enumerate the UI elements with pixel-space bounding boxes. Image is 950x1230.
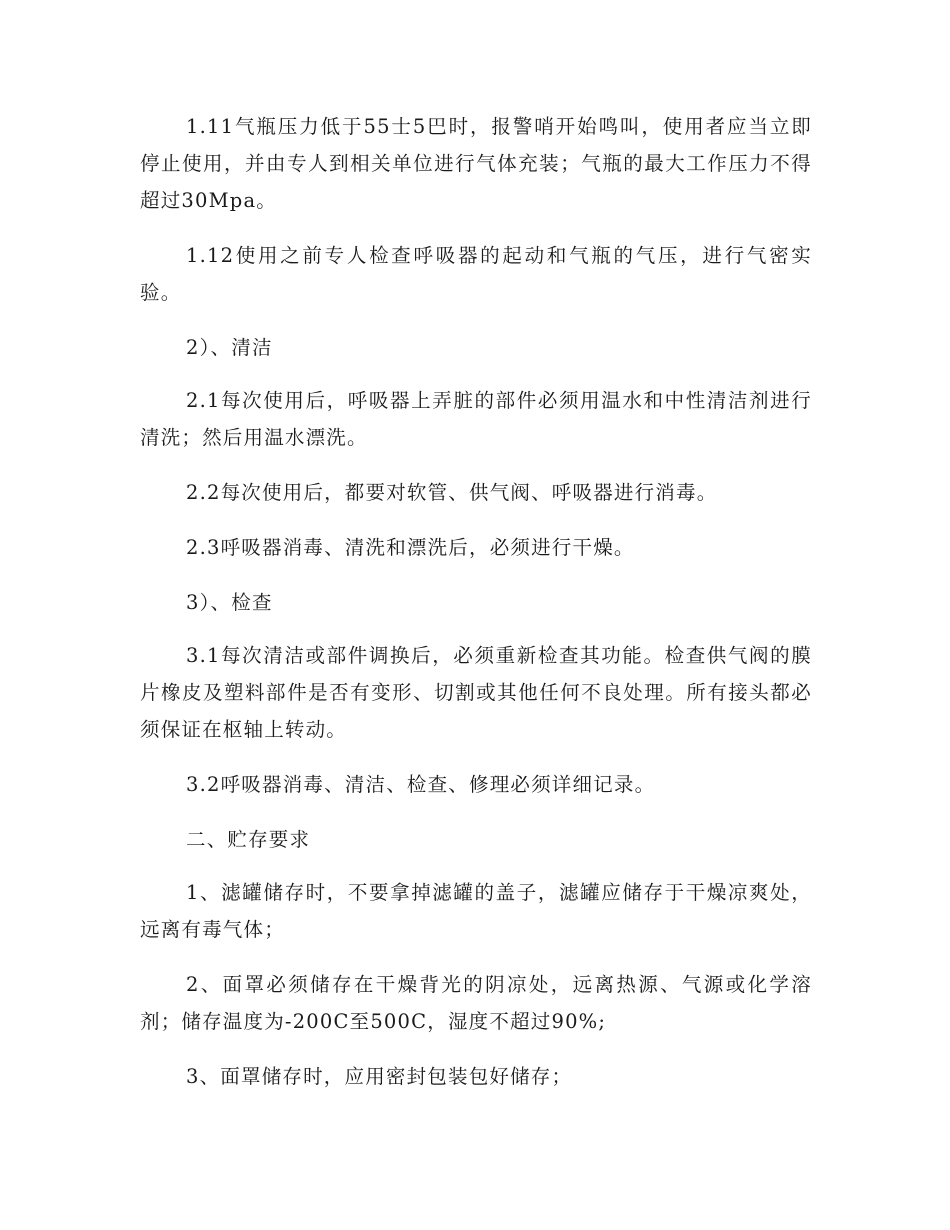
document-page — [140, 108, 812, 1113]
paragraph-2-2-disinfection: 2.2每次使用后，都要对软管、供气阀、呼吸器进行消毒。 — [186, 481, 718, 504]
paragraph-storage-1-canister: 1、滤罐储存时，不要拿掉滤罐的盖子，滤罐应储存于干燥凉爽处，远离有毒气体； — [140, 881, 812, 941]
section-heading-storage-requirements: 二、贮存要求 — [186, 828, 311, 851]
paragraph-3-1-function-check: 3.1每次清洁或部件调换后，必须重新检查其功能。检查供气阀的膜片橡皮及塑料部件是否有变形、切割或其他任何不良处理。所有接头都必须保证在枢轴上转动。 — [140, 644, 812, 741]
paragraph-2-1-washing: 2.1每次使用后，呼吸器上弄脏的部件必须用温水和中性清洁剂进行清洗；然后用温水漂洗。 — [140, 389, 812, 449]
paragraph-1-11-cylinder-pressure: 1.11气瓶压力低于55士5巴时，报警哨开始鸣叫，使用者应当立即停止使用，并由专人到相关单位进行气体充装；气瓶的最大工作压力不得超过30Mpa。 — [140, 115, 812, 212]
section-heading-inspection: 3）、检查 — [186, 591, 273, 614]
paragraph-1-12-pre-use-check: 1.12使用之前专人检查呼吸器的起动和气瓶的气压，进行气密实验。 — [140, 244, 812, 304]
section-heading-cleaning: 2）、清洁 — [186, 336, 273, 359]
paragraph-storage-2-mask: 2、面罩必须储存在干燥背光的阴凉处，远离热源、气源或化学溶剂；储存温度为-200C至500C，湿度不超过90%; — [140, 973, 812, 1033]
paragraph-3-2-records: 3.2呼吸器消毒、清洁、检查、修理必须详细记录。 — [186, 773, 656, 796]
paragraph-2-3-drying: 2.3呼吸器消毒、清洗和漂洗后，必须进行干燥。 — [186, 536, 635, 559]
paragraph-storage-3-packaging: 3、面罩储存时，应用密封包装包好储存； — [186, 1065, 573, 1088]
